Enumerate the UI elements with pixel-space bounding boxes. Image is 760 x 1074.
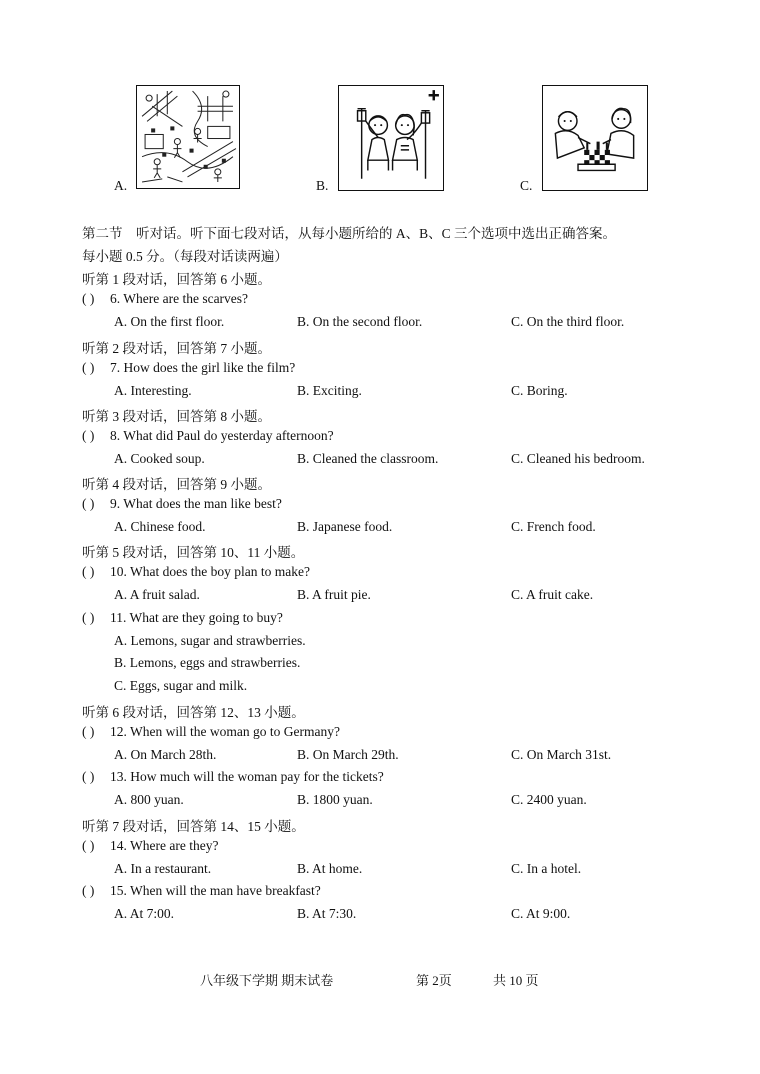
dialog-intro-7: 听第 7 段对话，回答第 14、15 小题。 xyxy=(82,819,305,834)
option-a: A. On March 28th. xyxy=(114,747,217,762)
dialog-intro-6: 听第 6 段对话，回答第 12、13 小题。 xyxy=(82,705,305,720)
option-c: C. 2400 yuan. xyxy=(511,792,587,807)
option-b: B. 1800 yuan. xyxy=(297,792,373,807)
question-7 xyxy=(82,360,295,376)
question-6 xyxy=(82,291,248,307)
option-b: B. At 7:30. xyxy=(297,906,357,921)
picture-label-c: C. xyxy=(520,178,533,193)
question-text: 13. How much will the woman pay for the tickets? xyxy=(110,769,384,784)
option-c: C. French food. xyxy=(511,519,596,534)
question-text: 7. How does the girl like the film? xyxy=(110,360,296,375)
hospital-scene-icon xyxy=(338,85,444,191)
question-text: 11. What are they going to buy? xyxy=(110,610,283,625)
answer-blank[interactable]: ( ) xyxy=(82,838,95,853)
playground-scene-icon xyxy=(136,85,240,189)
dialog-intro-5: 听第 5 段对话，回答第 10、11 小题。 xyxy=(82,545,305,560)
question-13 xyxy=(82,769,384,785)
question-10 xyxy=(82,564,310,580)
option-b: B. On March 29th. xyxy=(297,747,399,762)
answer-blank[interactable]: ( ) xyxy=(82,360,95,375)
option-b: B. Lemons, eggs and strawberries. xyxy=(114,655,301,670)
dialog-intro-4: 听第 4 段对话，回答第 9 小题。 xyxy=(82,477,271,492)
option-b: B. On the second floor. xyxy=(297,314,423,329)
option-a: A. In a restaurant. xyxy=(114,861,212,876)
question-14 xyxy=(82,838,218,854)
question-text: 12. When will the woman go to Germany? xyxy=(110,724,340,739)
option-b: B. Exciting. xyxy=(297,383,362,398)
answer-blank[interactable]: ( ) xyxy=(82,769,95,784)
question-15 xyxy=(82,883,321,899)
dialog-intro-2: 听第 2 段对话，回答第 7 小题。 xyxy=(82,341,271,356)
option-c: C. A fruit cake. xyxy=(511,587,594,602)
chess-game-icon xyxy=(542,85,648,191)
question-12 xyxy=(82,724,340,740)
option-c: C. Cleaned his bedroom. xyxy=(511,451,645,466)
question-8 xyxy=(82,428,334,444)
option-c: C. In a hotel. xyxy=(511,861,582,876)
option-a: A. A fruit salad. xyxy=(114,587,200,602)
question-11 xyxy=(82,610,283,626)
picture-label-a: A. xyxy=(114,178,128,193)
option-a: A. 800 yuan. xyxy=(114,792,184,807)
footer-page-number: 第 2页 xyxy=(416,973,452,988)
answer-blank[interactable]: ( ) xyxy=(82,610,95,625)
answer-blank[interactable]: ( ) xyxy=(82,564,95,579)
dialog-intro-3: 听第 3 段对话，回答第 8 小题。 xyxy=(82,409,271,424)
option-b: B. A fruit pie. xyxy=(297,587,371,602)
answer-blank[interactable]: ( ) xyxy=(82,291,95,306)
option-b: B. At home. xyxy=(297,861,363,876)
section-subtitle: 每小题 0.5 分。（每段对话读两遍） xyxy=(82,249,288,264)
question-text: 8. What did Paul do yesterday afternoon? xyxy=(110,428,334,443)
question-text: 14. Where are they? xyxy=(110,838,219,853)
option-a: A. Chinese food. xyxy=(114,519,206,534)
option-c: C. Boring. xyxy=(511,383,568,398)
question-text: 15. When will the man have breakfast? xyxy=(110,883,321,898)
option-a: A. Lemons, sugar and strawberries. xyxy=(114,633,306,648)
option-c: C. On the third floor. xyxy=(511,314,625,329)
option-a: A. Cooked soup. xyxy=(114,451,205,466)
question-text: 9. What does the man like best? xyxy=(110,496,282,511)
question-9 xyxy=(82,496,282,512)
question-text: 6. Where are the scarves? xyxy=(110,291,249,306)
option-b: B. Japanese food. xyxy=(297,519,393,534)
option-c: C. At 9:00. xyxy=(511,906,571,921)
question-text: 10. What does the boy plan to make? xyxy=(110,564,310,579)
option-a: A. At 7:00. xyxy=(114,906,175,921)
answer-blank[interactable]: ( ) xyxy=(82,496,95,511)
option-a: A. Interesting. xyxy=(114,383,192,398)
picture-label-b: B. xyxy=(316,178,329,193)
answer-blank[interactable]: ( ) xyxy=(82,883,95,898)
option-b: B. Cleaned the classroom. xyxy=(297,451,439,466)
section-title: 第二节 听对话。听下面七段对话，从每小题所给的 A、B、C 三个选项中选出正确答案。 xyxy=(82,226,617,241)
footer-exam-title: 八年级下学期 期末试卷 xyxy=(200,973,334,988)
answer-blank[interactable]: ( ) xyxy=(82,428,95,443)
answer-blank[interactable]: ( ) xyxy=(82,724,95,739)
option-c: C. On March 31st. xyxy=(511,747,612,762)
option-c: C. Eggs, sugar and milk. xyxy=(114,678,248,693)
footer-total-pages: 共 10 页 xyxy=(493,973,539,988)
option-a: A. On the first floor. xyxy=(114,314,225,329)
dialog-intro-1: 听第 1 段对话，回答第 6 小题。 xyxy=(82,272,271,287)
